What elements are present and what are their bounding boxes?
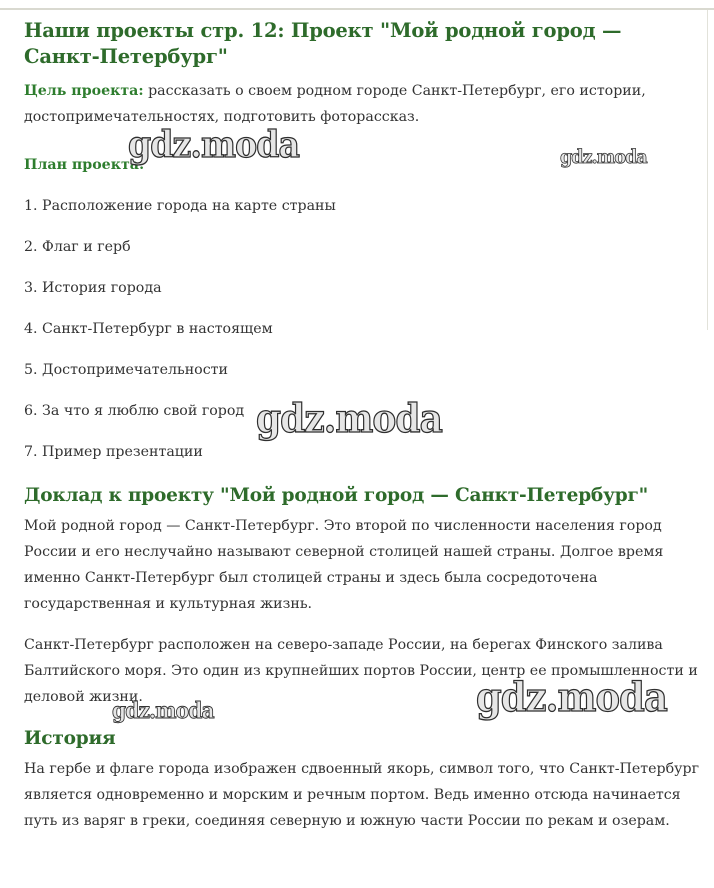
watermark-logo: gdz.moda: [112, 698, 214, 724]
top-divider: [0, 8, 714, 10]
watermark-logo: gdz.moda: [128, 124, 300, 166]
report-paragraph-2: Санкт-Петербург расположен на северо-западе России, на берегах Финского залива Балтийского моря. Это один из крупнейших портов России, центр ее промышленности и деловой жизни.: [24, 637, 698, 705]
project-goal: [24, 78, 700, 130]
goal-text: рассказать о своем родном городе Санкт-Петербург, его истории, достопримечательностях, подготовить фоторассказ.: [24, 83, 646, 125]
watermark-logo: gdz.moda: [476, 674, 667, 721]
goal-label: Цель проекта:: [24, 83, 144, 99]
right-divider: [707, 10, 708, 330]
history-paragraph: На гербе и флаге города изображен сдвоенный якорь, символ того, что Санкт-Петербург является одновременно и морским и речным портом. Ведь именно отсюда начинается путь из варяг в греки, соединяя северную и южную части России по рекам и озерам.: [24, 761, 700, 829]
plan-label: План проекта:: [24, 157, 145, 173]
list-item: 7. Пример презентации: [24, 444, 203, 460]
list-item: 2. Флаг и герб: [24, 239, 131, 255]
watermark-logo: gdz.moda: [256, 396, 442, 442]
list-item: 6. За что я люблю свой город: [24, 403, 245, 419]
list-item: 5. Достопримечательности: [24, 362, 228, 378]
history-title: История: [24, 728, 116, 749]
list-item: 4. Санкт-Петербург в настоящем: [24, 321, 273, 337]
list-item: 3. История города: [24, 280, 162, 296]
watermark-logo: gdz.moda: [560, 146, 647, 168]
page-title: Наши проекты стр. 12: Проект "Мой родной город — Санкт-Петербург": [24, 19, 622, 68]
list-item: 1. Расположение города на карте страны: [24, 198, 336, 214]
report-title: Доклад к проекту "Мой родной город — Санкт-Петербург": [24, 485, 649, 506]
report-paragraph-1: Мой родной город — Санкт-Петербург. Это второй по численности населения город России и его неслучайно называют северной столицей нашей страны. Долгое время именно Санкт-Петербург был столицей страны и здесь была сосредоточена государственная и культурная жизнь.: [24, 518, 664, 612]
